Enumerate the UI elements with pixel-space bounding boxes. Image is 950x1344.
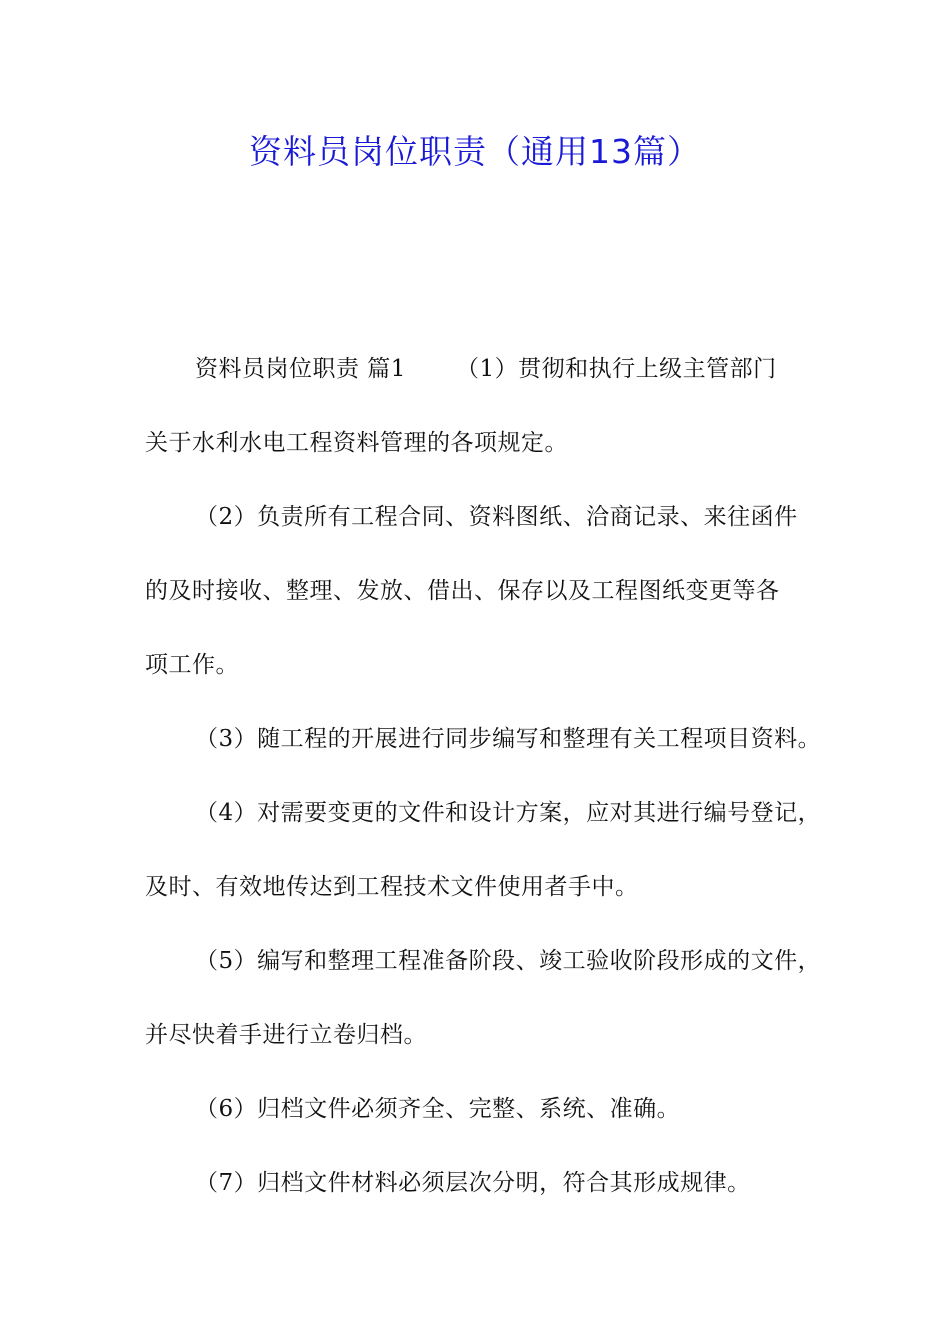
paragraph-line: （4）对需要变更的文件和设计方案，应对其进行编号登记， [195,800,822,826]
paragraph-line: 的及时接收、整理、发放、借出、保存以及工程图纸变更等各 [145,578,780,604]
document-title: 资料员岗位职责（通用13篇） [249,132,701,171]
paragraph-line: （5）编写和整理工程准备阶段、竣工验收阶段形成的文件， [195,948,822,974]
paragraph-line: 并尽快着手进行立卷归档。 [145,1022,427,1048]
paragraph-line: 关于水利水电工程资料管理的各项规定。 [145,430,568,456]
paragraph-line: 项工作。 [145,652,239,678]
paragraph-line [145,332,835,406]
document-body [145,332,835,1220]
paragraph-line: 及时、有效地传达到工程技术文件使用者手中。 [145,874,639,900]
paragraph-line: （6）归档文件必须齐全、完整、系统、准确。 [195,1096,681,1122]
paragraph-line: （7）归档文件材料必须层次分明，符合其形成规律。 [195,1170,751,1196]
paragraph-line: （3）随工程的开展进行同步编写和整理有关工程项目资料。 [195,726,822,752]
item-1-start: （1）贯彻和执行上级主管部门 [455,356,777,382]
section-heading: 资料员岗位职责 篇1 [195,356,406,382]
paragraph-line: （2）负责所有工程合同、资料图纸、洽商记录、来往函件 [195,504,798,530]
